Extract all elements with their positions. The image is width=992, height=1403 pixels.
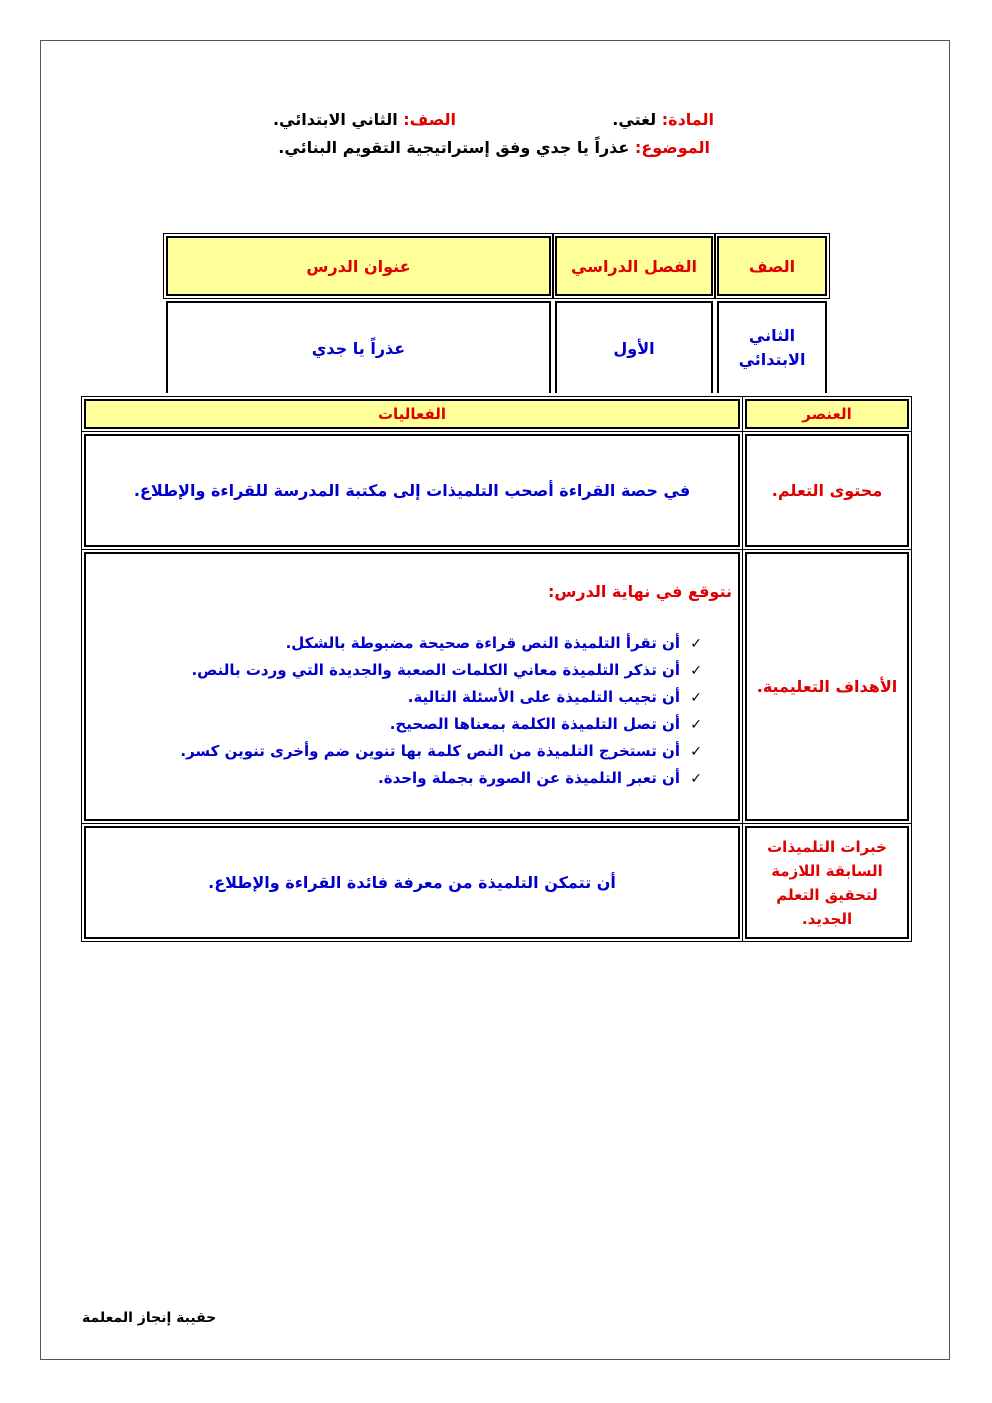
grade-line <box>273 110 456 129</box>
grade-value: الثاني الابتدائي. <box>272 110 398 129</box>
prior-knowledge-text: أن تتمكن التلميذة من معرفة فائدة القراءة والإطلاع. <box>84 826 740 939</box>
goal-item: ✓أن تجيب التلميذة على الأسئلة التالية. <box>180 684 702 711</box>
grade-label: الصف: <box>403 110 456 129</box>
check-icon: ✓ <box>690 771 702 787</box>
prior-knowledge-label: خبرات التلميذات السابقة اللازمة لتحقيق التعلم الجديد. <box>745 826 909 939</box>
goal-item: ✓أن تستخرج التلميذة من النص كلمة بها تنوين ضم وأخرى تنوين كسر. <box>180 738 702 765</box>
info-value-lesson-title: عذراً يا جدي <box>166 301 551 393</box>
footer-title: حقيبة إنجاز المعلمة <box>82 1310 217 1326</box>
check-icon: ✓ <box>690 663 702 679</box>
info-header-semester: الفصل الدراسي <box>555 236 713 296</box>
goal-item: ✓أن تصل التلميذة الكلمة بمعناها الصحيح. <box>180 711 702 738</box>
goals-list <box>180 630 702 792</box>
info-header-grade: الصف <box>717 236 827 296</box>
content-label: محتوى التعلم. <box>745 434 909 547</box>
check-icon: ✓ <box>690 717 702 733</box>
goal-item: ✓أن تذكر التلميذة معاني الكلمات الصعبة والجديدة التي وردت بالنص. <box>180 657 702 684</box>
topic-value: عذراً يا جدي وفق إستراتيجية التقويم البنائي. <box>278 138 630 157</box>
goals-label: الأهداف التعليمية. <box>745 552 909 821</box>
topic-line <box>278 138 710 157</box>
subject-value: لغتي. <box>612 110 657 129</box>
check-icon: ✓ <box>690 690 702 706</box>
goal-item: ✓أن تقرأ التلميذة النص قراءة صحيحة مضبوطة بالشكل. <box>180 630 702 657</box>
subject-line <box>612 110 714 129</box>
info-value-semester: الأول <box>555 301 713 393</box>
info-header-lesson-title: عنوان الدرس <box>166 236 551 296</box>
goals-cell <box>84 552 740 821</box>
goal-item: ✓أن تعبر التلميذة عن الصورة بجملة واحدة. <box>180 765 702 792</box>
info-value-grade: الثاني الابتدائي <box>717 301 827 393</box>
check-icon: ✓ <box>690 744 702 760</box>
subject-label: المادة: <box>661 110 714 129</box>
content-text: في حصة القراءة أصحب التلميذات إلى مكتبة المدرسة للقراءة والإطلاع. <box>84 434 740 547</box>
check-icon: ✓ <box>690 636 702 652</box>
header-element: العنصر <box>745 399 909 429</box>
header-activities: الفعاليات <box>84 399 740 429</box>
topic-label: الموضوع: <box>634 138 710 157</box>
goals-intro: نتوقع في نهاية الدرس: <box>547 582 732 601</box>
